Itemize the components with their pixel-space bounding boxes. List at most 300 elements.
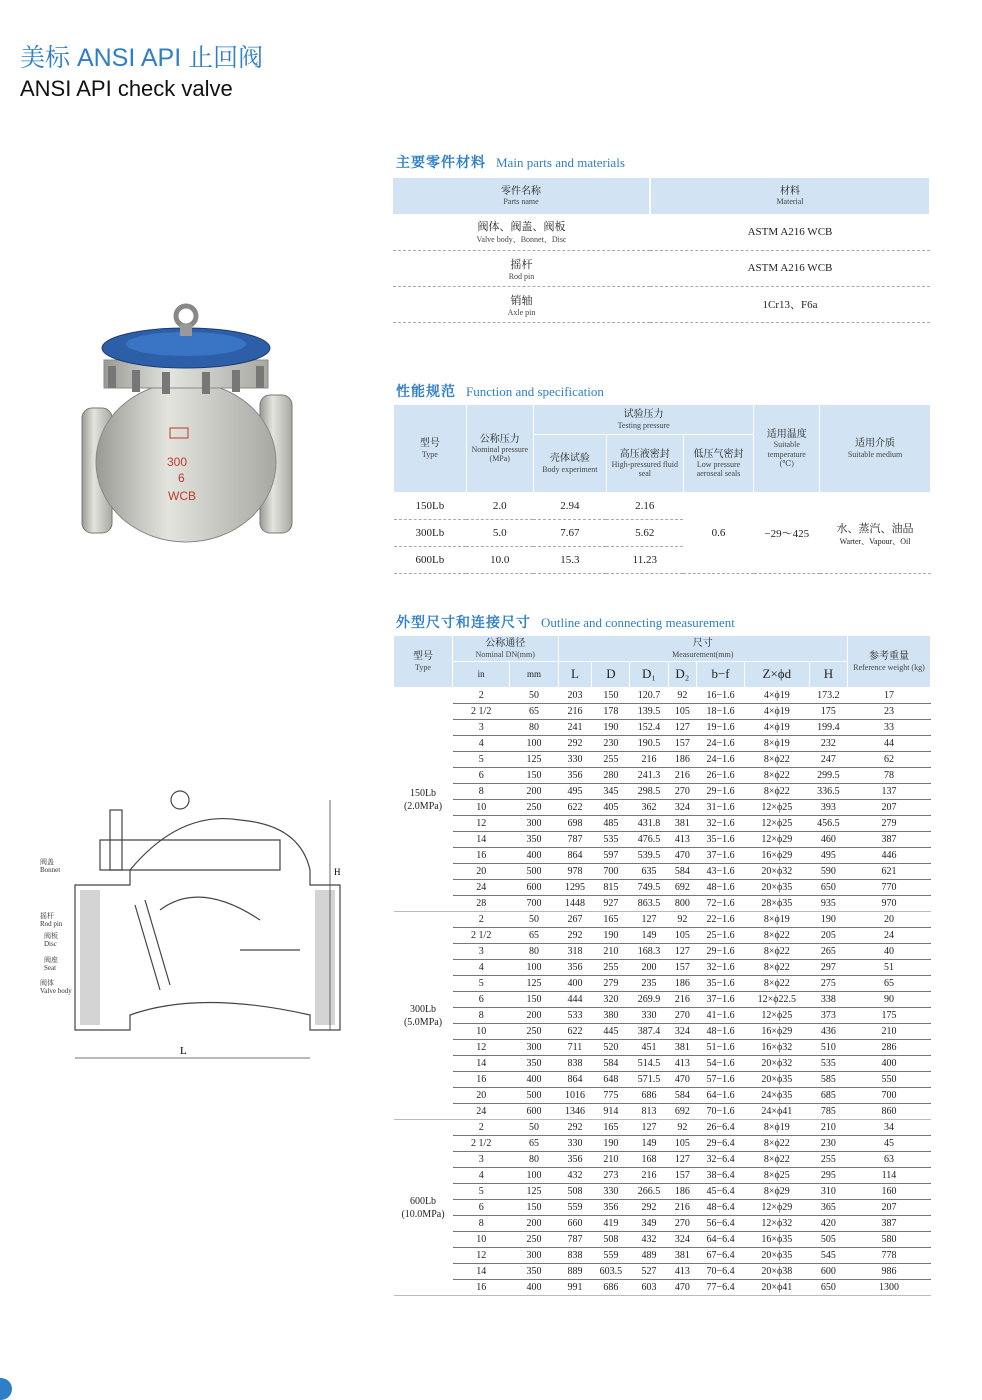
label-seat-en: Seat (44, 964, 57, 972)
dim-cell: 600 (510, 1104, 558, 1120)
spec-col-tp-cn: 试验压力 (623, 409, 664, 421)
dim-cell: 571.5 (630, 1072, 668, 1088)
dim-cell: 292 (558, 928, 592, 944)
dim-type-pressure: (5.0MPa) (403, 1016, 443, 1028)
dim-cell: 387.4 (630, 1024, 668, 1040)
spec-type-cell: 150Lb (394, 493, 467, 520)
materials-col-part (393, 178, 650, 214)
spec-col-hp-en: High-pressured fluid seal (611, 460, 679, 479)
dim-cell: 12 (453, 816, 510, 832)
dim-cell: 336.5 (809, 784, 847, 800)
dim-cell: 1295 (558, 880, 592, 896)
dim-cell: 500 (510, 1088, 558, 1104)
dim-cell: 50 (510, 688, 558, 704)
dim-row (394, 1024, 931, 1040)
dim-cell: 23 (848, 704, 931, 720)
material-part-en: Rod pin (508, 271, 535, 281)
dim-cell: 125 (510, 1184, 558, 1200)
dim-cell: 48−1.6 (697, 880, 745, 896)
dim-cell: 650 (809, 880, 847, 896)
dim-cell: 160 (848, 1184, 931, 1200)
dim-cell: 8×ϕ19 (744, 736, 809, 752)
dim-cell: 470 (668, 1280, 697, 1296)
dim-cell: 318 (558, 944, 592, 960)
dim-cell: 26−1.6 (697, 768, 745, 784)
dim-cell: 431.8 (630, 816, 668, 832)
dim-cell: 580 (848, 1232, 931, 1248)
dim-cell: 270 (668, 784, 697, 800)
dim-cell: 62 (848, 752, 931, 768)
dim-cell: 600 (809, 1264, 847, 1280)
dim-cell: 44 (848, 736, 931, 752)
spec-col-medium-en: Suitable medium (847, 449, 903, 459)
dim-heading-en: Outline and connecting measurement (541, 615, 735, 630)
dim-cell: 150 (510, 768, 558, 784)
dim-row (394, 784, 931, 800)
dim-cell: 300 (510, 816, 558, 832)
dim-cell: 597 (592, 848, 630, 864)
spec-body-cell: 2.94 (533, 493, 606, 520)
dim-cell: 12 (453, 1040, 510, 1056)
spec-col-tp-en: Testing pressure (617, 420, 670, 430)
dim-cell: 127 (668, 720, 697, 736)
dim-cell: 635 (630, 864, 668, 880)
dim-cell: 250 (510, 1024, 558, 1040)
spec-col-type-cn: 型号 (419, 438, 440, 450)
dim-cell: 584 (668, 864, 697, 880)
dim-col-weight (848, 636, 931, 688)
spec-type-cell: 600Lb (394, 547, 467, 574)
dim-cell: 692 (668, 880, 697, 896)
dim-cell: 186 (668, 752, 697, 768)
dim-cell: 299.5 (809, 768, 847, 784)
dim-cell: 1346 (558, 1104, 592, 1120)
dim-cell: 8×ϕ22 (744, 928, 809, 944)
dim-subcol: L (558, 662, 592, 688)
dim-row (394, 752, 931, 768)
dim-cell: 349 (630, 1216, 668, 1232)
dim-cell: 387 (848, 832, 931, 848)
dim-cell: 432 (630, 1232, 668, 1248)
dim-cell: 8×ϕ19 (744, 912, 809, 928)
dim-cell: 235 (630, 976, 668, 992)
dim-cell: 72−1.6 (697, 896, 745, 912)
dim-cell: 45 (848, 1136, 931, 1152)
dim-cell: 489 (630, 1248, 668, 1264)
dim-cell: 10 (453, 800, 510, 816)
dim-cell: 381 (668, 1040, 697, 1056)
materials-row (393, 250, 930, 286)
dim-col-size (558, 636, 847, 662)
dim-cell: 8×ϕ22 (744, 1136, 809, 1152)
dim-cell: 105 (668, 1136, 697, 1152)
dim-cell: 12×ϕ29 (744, 832, 809, 848)
dim-cell: 387 (848, 1216, 931, 1232)
materials-col-part-en: Parts name (503, 197, 539, 207)
material-part-en: Axle pin (507, 307, 536, 317)
dim-cell: 186 (668, 976, 697, 992)
dim-cell: 590 (809, 864, 847, 880)
dim-cell: 190 (592, 928, 630, 944)
dim-cell: 125 (510, 976, 558, 992)
dim-cell: 298.5 (630, 784, 668, 800)
dim-cell: 152.4 (630, 720, 668, 736)
dim-cell: 51 (848, 960, 931, 976)
dim-cell: 508 (558, 1184, 592, 1200)
dim-cell: 16×ϕ29 (744, 848, 809, 864)
dim-cell: 345 (592, 784, 630, 800)
dim-cell: 2 (453, 912, 510, 928)
dim-cell: 365 (809, 1200, 847, 1216)
dim-cell: 451 (630, 1040, 668, 1056)
label-body-cn: 阀体 (40, 979, 54, 987)
dim-cell: 500 (510, 864, 558, 880)
dim-cell: 356 (592, 1200, 630, 1216)
dim-cell: 700 (848, 1088, 931, 1104)
dim-cell: 6 (453, 992, 510, 1008)
dim-cell: 40 (848, 944, 931, 960)
materials-row (393, 286, 930, 322)
dim-cell: 279 (848, 816, 931, 832)
dim-cell: 20×ϕ41 (744, 1280, 809, 1296)
spec-body-cell: 15.3 (533, 547, 606, 574)
dim-row (394, 1088, 931, 1104)
dim-row (394, 768, 931, 784)
dim-cell: 57−1.6 (697, 1072, 745, 1088)
dim-cell: 230 (592, 736, 630, 752)
material-part-cn: 销轴 (510, 294, 533, 307)
spec-rows (394, 493, 931, 574)
dim-cell: 24−1.6 (697, 736, 745, 752)
dim-cell: 173.2 (809, 688, 847, 704)
dim-cell: 48−6.4 (697, 1200, 745, 1216)
dim-type-name: 600Lb (409, 1195, 437, 1207)
dim-cell: 300 (510, 1248, 558, 1264)
dim-cell: 520 (592, 1040, 630, 1056)
dim-cell: 269.9 (630, 992, 668, 1008)
dim-cell: 65 (848, 976, 931, 992)
dim-cell: 266.5 (630, 1184, 668, 1200)
dim-cell: 51−1.6 (697, 1040, 745, 1056)
spec-col-medium (820, 405, 931, 493)
dim-cell: 838 (558, 1248, 592, 1264)
dim-cell: 65 (510, 704, 558, 720)
dim-cell: 205 (809, 928, 847, 944)
dim-cell: 24 (453, 1104, 510, 1120)
dim-cell: 539.5 (630, 848, 668, 864)
dim-cell: 310 (809, 1184, 847, 1200)
dim-cell: 8×ϕ22 (744, 976, 809, 992)
label-seat-cn: 阀座 (44, 956, 58, 964)
dim-cell: 41−1.6 (697, 1008, 745, 1024)
dim-cell: 29−1.6 (697, 784, 745, 800)
label-rodpin-cn: 摇杆 (40, 912, 54, 920)
dim-row (394, 912, 931, 928)
dim-col-size-cn: 尺寸 (692, 638, 713, 650)
dim-heading-cn: 外型尺寸和连接尺寸 (396, 616, 531, 631)
dim-cell: 362 (630, 800, 668, 816)
dim-subcol: H (809, 662, 847, 688)
dim-cell: 275 (809, 976, 847, 992)
page-corner-mark (0, 1378, 12, 1400)
spec-col-temp (754, 405, 820, 493)
dim-cell: 250 (510, 800, 558, 816)
dim-cell: 603.5 (592, 1264, 630, 1280)
dim-cell: 67−6.4 (697, 1248, 745, 1264)
materials-col-part-cn: 零件名称 (501, 185, 541, 197)
dim-cell: 508 (592, 1232, 630, 1248)
dim-cell: 12×ϕ29 (744, 1200, 809, 1216)
dim-cell: 393 (809, 800, 847, 816)
dim-cell: 8×ϕ22 (744, 768, 809, 784)
dimension-rows (394, 688, 931, 1296)
dim-cell: 216 (630, 752, 668, 768)
dim-cell: 5 (453, 976, 510, 992)
dim-cell: 14 (453, 1264, 510, 1280)
photo-mark-class: 300 (167, 455, 188, 469)
valve-photo (62, 300, 310, 545)
dim-cell: 200 (630, 960, 668, 976)
dim-cell: 255 (592, 960, 630, 976)
dim-col-dn-cn: 公称通径 (485, 638, 526, 650)
dim-cell: 8×ϕ22 (744, 960, 809, 976)
dim-cell: 210 (592, 944, 630, 960)
materials-heading (396, 152, 625, 172)
dim-cell: 413 (668, 1056, 697, 1072)
dim-cell: 35−1.6 (697, 976, 745, 992)
spec-medium-en: Warter、Vapour、Oil (839, 536, 911, 546)
label-disc-cn: 阀板 (44, 932, 58, 940)
dim-cell: 24×ϕ41 (744, 1104, 809, 1120)
dim-type-pressure: (2.0MPa) (403, 800, 443, 812)
dim-cell: 320 (592, 992, 630, 1008)
material-value: ASTM A216 WCB (650, 250, 930, 286)
dim-cell: 356 (558, 768, 592, 784)
spec-heading (396, 381, 604, 401)
dim-cell: 5 (453, 1184, 510, 1200)
dim-cell: 621 (848, 864, 931, 880)
dim-row (394, 1280, 931, 1296)
dim-cell: 210 (848, 1024, 931, 1040)
dim-cell: 292 (558, 736, 592, 752)
dim-cell: 65 (510, 1136, 558, 1152)
spec-np-cell: 10.0 (466, 547, 533, 574)
dim-cell: 14 (453, 832, 510, 848)
dim-row (394, 848, 931, 864)
dim-cell: 700 (592, 864, 630, 880)
dim-cell: 267 (558, 912, 592, 928)
dim-cell: 190 (809, 912, 847, 928)
dim-cell: 535 (592, 832, 630, 848)
dim-cell: 16×ϕ35 (744, 1232, 809, 1248)
page-title-cn: 美标 ANSI API 止回阀 (20, 44, 264, 72)
dim-cell: 70−6.4 (697, 1264, 745, 1280)
spec-col-lp (683, 435, 754, 493)
dim-cell: 125 (510, 752, 558, 768)
dim-cell: 400 (510, 848, 558, 864)
dim-cell: 559 (592, 1248, 630, 1264)
dim-cell: 150 (510, 992, 558, 1008)
dim-cell: 100 (510, 1168, 558, 1184)
materials-rows (393, 214, 930, 322)
spec-col-lp-cn: 低压气密封 (693, 448, 744, 460)
dim-cell: 6 (453, 768, 510, 784)
dim-cell: 4×ϕ19 (744, 688, 809, 704)
dim-cell: 10 (453, 1232, 510, 1248)
dim-cell: 495 (809, 848, 847, 864)
dim-cell: 2 1/2 (453, 1136, 510, 1152)
dim-cell: 12×ϕ25 (744, 800, 809, 816)
dim-cell: 2 (453, 688, 510, 704)
dim-cell: 330 (592, 1184, 630, 1200)
dim-row (394, 880, 931, 896)
dim-cell: 150 (592, 688, 630, 704)
dim-cell: 8×ϕ22 (744, 1152, 809, 1168)
dim-cell: 2 1/2 (453, 928, 510, 944)
dim-cell: 200 (510, 1216, 558, 1232)
label-rodpin-en: Rod pin (40, 920, 63, 928)
dim-cell: 25−1.6 (697, 928, 745, 944)
spec-col-np (466, 405, 533, 493)
spec-col-hp-cn: 高压液密封 (619, 448, 670, 460)
dim-cell: 216 (558, 704, 592, 720)
dim-cell: 127 (668, 1152, 697, 1168)
dim-cell: 178 (592, 704, 630, 720)
dim-cell: 356 (558, 1152, 592, 1168)
dim-cell: 150 (510, 1200, 558, 1216)
dim-cell: 157 (668, 960, 697, 976)
photo-mark-size: 6 (178, 471, 185, 485)
dim-cell: 381 (668, 816, 697, 832)
dim-cell: 1448 (558, 896, 592, 912)
dim-cell: 199.4 (809, 720, 847, 736)
dim-cell: 120.7 (630, 688, 668, 704)
dim-cell: 50 (510, 912, 558, 928)
dim-cell: 90 (848, 992, 931, 1008)
spec-col-np-unit: (MPa) (489, 454, 510, 464)
dim-cell: 686 (592, 1280, 630, 1296)
dim-subcol: D (592, 662, 630, 688)
dim-subcol: D₁ (630, 662, 668, 688)
dim-cell: 24 (453, 880, 510, 896)
dim-row (394, 704, 931, 720)
dim-cell: 280 (592, 768, 630, 784)
dim-row (394, 1040, 931, 1056)
dim-cell: 338 (809, 992, 847, 1008)
spec-col-np-cn: 公称压力 (479, 433, 520, 445)
dim-cell: 216 (668, 1200, 697, 1216)
dim-row (394, 976, 931, 992)
dim-subcol: b−f (697, 662, 745, 688)
dim-cell: 200 (510, 1008, 558, 1024)
dim-cell: 17 (848, 688, 931, 704)
dim-type-pressure: (10.0MPa) (401, 1208, 445, 1220)
dim-cell: 381 (668, 1248, 697, 1264)
dim-cell: 12×ϕ22.5 (744, 992, 809, 1008)
dim-subcol: in (453, 662, 510, 688)
dim-cell: 37−1.6 (697, 848, 745, 864)
dim-cell: 64−1.6 (697, 1088, 745, 1104)
material-value: 1Cr13、F6a (650, 286, 930, 322)
dim-cell: 24×ϕ35 (744, 1088, 809, 1104)
dim-cell: 210 (592, 1152, 630, 1168)
dim-cell: 31−1.6 (697, 800, 745, 816)
spec-heading-cn: 性能规范 (396, 385, 456, 400)
dim-cell: 92 (668, 912, 697, 928)
dim-cell: 324 (668, 800, 697, 816)
dim-cell: 400 (848, 1056, 931, 1072)
dim-cell: 330 (558, 1136, 592, 1152)
spec-heading-en: Function and specification (466, 384, 604, 399)
dim-cell: 650 (809, 1280, 847, 1296)
dim-cell: 38−6.4 (697, 1168, 745, 1184)
dim-cell: 660 (558, 1216, 592, 1232)
dim-cell: 505 (809, 1232, 847, 1248)
dim-row (394, 720, 931, 736)
material-part-cell (393, 250, 650, 286)
dim-cell: 20×ϕ32 (744, 864, 809, 880)
dim-cell: 16×ϕ29 (744, 1024, 809, 1040)
dim-cell: 230 (809, 1136, 847, 1152)
dim-cell: 4 (453, 1168, 510, 1184)
label-bonnet-cn: 阀盖 (40, 858, 54, 866)
dim-cell: 8 (453, 1216, 510, 1232)
spec-row (394, 493, 931, 520)
dim-cell: 456.5 (809, 816, 847, 832)
dim-cell: 419 (592, 1216, 630, 1232)
dim-cell: 373 (809, 1008, 847, 1024)
dim-cell: 28 (453, 896, 510, 912)
dim-cell: 175 (848, 1008, 931, 1024)
dim-row (394, 1248, 931, 1264)
dim-cell: 56−6.4 (697, 1216, 745, 1232)
dim-cell: 324 (668, 1024, 697, 1040)
dim-cell: 232 (809, 736, 847, 752)
dim-col-weight-cn: 参考重量 (869, 651, 909, 663)
dim-cell: 470 (668, 1072, 697, 1088)
dim-cell: 255 (809, 1152, 847, 1168)
dim-cell: 20×ϕ32 (744, 1056, 809, 1072)
dim-cell: 63 (848, 1152, 931, 1168)
dim-cell: 3 (453, 944, 510, 960)
dim-cell: 380 (592, 1008, 630, 1024)
dim-cell: 29−6.4 (697, 1136, 745, 1152)
dim-cell: 622 (558, 1024, 592, 1040)
dim-cell: 8 (453, 1008, 510, 1024)
dim-cell: 190 (592, 1136, 630, 1152)
dim-row (394, 1232, 931, 1248)
dim-cell: 92 (668, 688, 697, 704)
dim-cell: 864 (558, 848, 592, 864)
dim-cell: 622 (558, 800, 592, 816)
dim-cell: 800 (668, 896, 697, 912)
dim-cell: 420 (809, 1216, 847, 1232)
dim-cell: 8 (453, 784, 510, 800)
dim-cell: 444 (558, 992, 592, 1008)
dim-cell: 775 (592, 1088, 630, 1104)
dim-cell: 78 (848, 768, 931, 784)
dim-cell: 12×ϕ32 (744, 1216, 809, 1232)
spec-col-hp (606, 435, 683, 493)
dim-cell: 247 (809, 752, 847, 768)
dim-cell: 787 (558, 1232, 592, 1248)
dim-row (394, 1168, 931, 1184)
dim-cell: 545 (809, 1248, 847, 1264)
material-value: ASTM A216 WCB (650, 214, 930, 250)
dim-cell: 139.5 (630, 704, 668, 720)
dim-cell: 446 (848, 848, 931, 864)
dim-cell: 324 (668, 1232, 697, 1248)
